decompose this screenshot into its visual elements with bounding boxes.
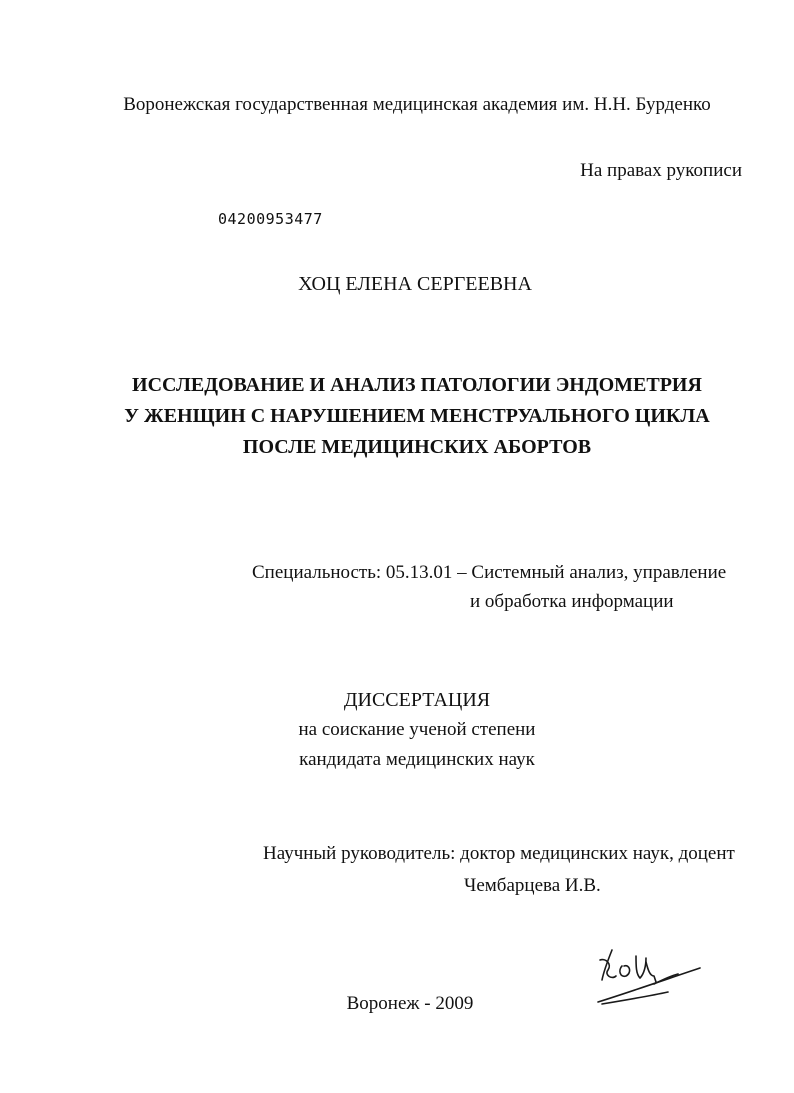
institution-name: Воронежская государственная медицинская академия им. Н.Н. Бурденко: [123, 94, 711, 115]
supervisor-name: Чембарцева И.В.: [464, 875, 601, 896]
title-line-1: ИССЛЕДОВАНИЕ И АНАЛИЗ ПАТОЛОГИИ ЭНДОМЕТРИЯ: [132, 374, 702, 396]
dissertation-type: ДИССЕРТАЦИЯ: [343, 689, 491, 711]
specialty-line-1: Специальность: 05.13.01 – Системный анализ, управление: [252, 562, 727, 583]
dissertation-purpose: на соискание ученой степени: [298, 719, 536, 740]
supervisor-label: Научный руководитель: доктор медицинских наук, доцент: [263, 843, 735, 864]
archive-number: 04200953477: [218, 210, 323, 228]
dissertation-block: [0, 685, 794, 775]
specialty-line-2: и обработка информации: [470, 591, 674, 612]
dissertation-title: [0, 370, 794, 463]
author-name: ХОЦ ЕЛЕНА СЕРГЕЕВНА: [298, 273, 532, 295]
title-line-3: ПОСЛЕ МЕДИЦИНСКИХ АБОРТОВ: [242, 436, 592, 458]
dissertation-degree: кандидата медицинских наук: [299, 749, 535, 770]
city-year: Воронеж - 2009: [346, 993, 474, 1014]
title-line-2: У ЖЕНЩИН С НАРУШЕНИЕМ МЕНСТРУАЛЬНОГО ЦИКЛА: [124, 405, 710, 427]
manuscript-note: На правах рукописи: [580, 160, 742, 181]
